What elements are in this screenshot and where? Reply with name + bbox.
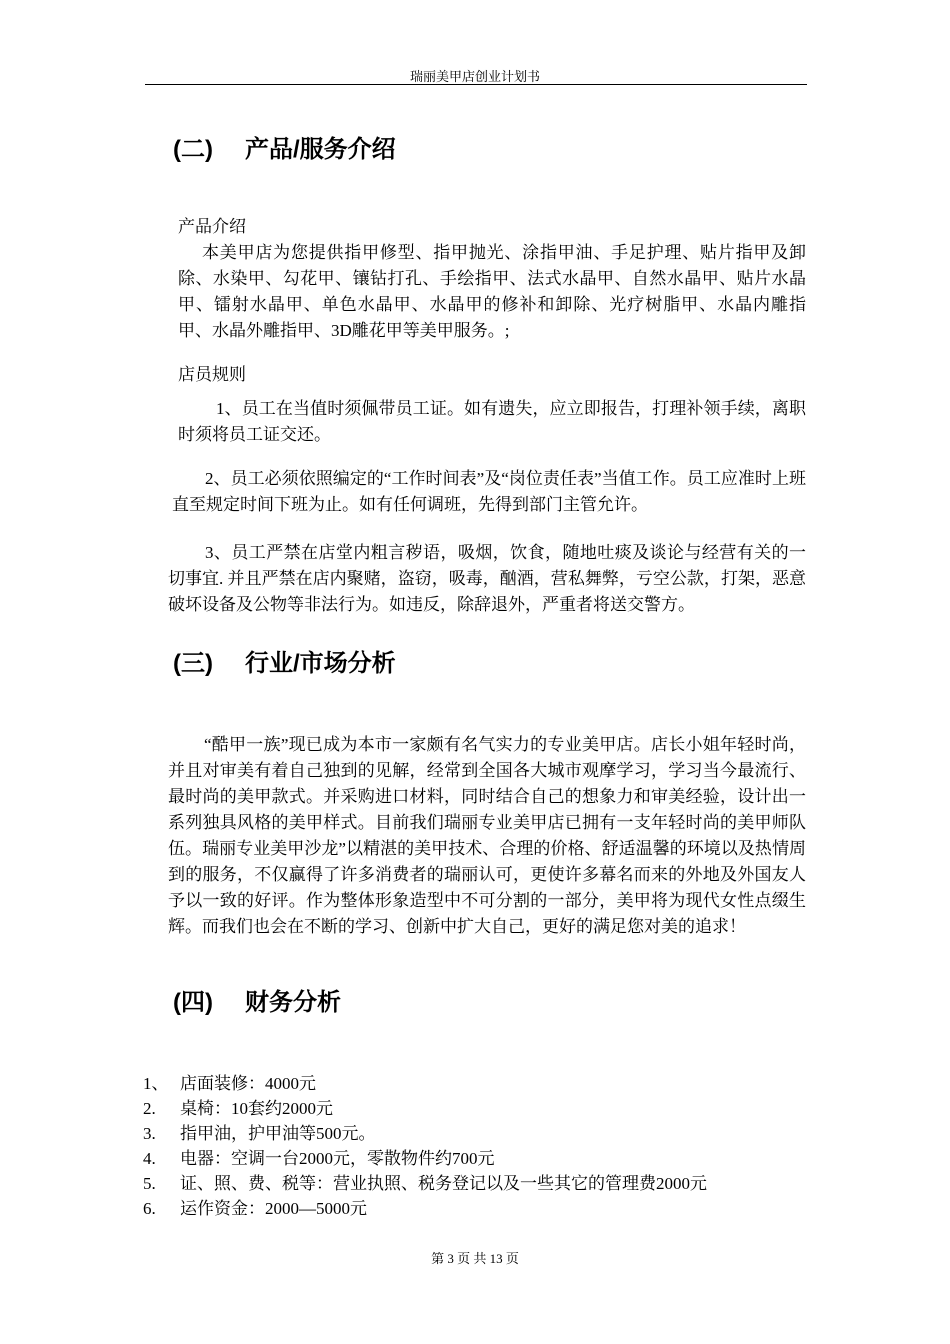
section-title: 行业/市场分析: [245, 650, 396, 677]
list-text: 店面装修：4000元: [180, 1074, 316, 1093]
list-item: [143, 1096, 707, 1121]
section-heading-finance: [173, 989, 341, 1017]
section-title: 产品/服务介绍: [245, 136, 396, 163]
section-heading-products: [173, 136, 396, 164]
list-item: [143, 1171, 707, 1196]
header-divider: [145, 84, 807, 85]
list-index: 4.: [143, 1149, 156, 1168]
finance-list: [143, 1071, 707, 1221]
list-item: [143, 1121, 707, 1146]
list-text: 电器：空调一台2000元，零散物件约700元: [180, 1149, 495, 1168]
list-text: 运作资金：2000—5000元: [180, 1199, 367, 1218]
page-footer: 第 3 页 共 13 页: [431, 1251, 519, 1266]
staff-rule-1: 1、员工在当值时须佩带员工证。如有遗失，应立即报告，打理补领手续，离职时须将员工证交还。: [178, 399, 806, 444]
staff-rule-2: 2、员工必须依照编定的“工作时间表”及“岗位责任表”当值工作。员工应准时上班直至规定时间下班为止。如有任何调班，先得到部门主管允许。: [172, 469, 806, 514]
section-heading-market: [173, 650, 396, 678]
staff-rule-3: 3、员工严禁在店堂内粗言秽语，吸烟，饮食，随地吐痰及谈论与经营有关的一切事宜. 并且严禁在店内聚赌，盗窃，吸毒，酗酒，营私舞弊，亏空公款，打架，恶意破坏设备及公物等非法行为。如违反，除辞退外，严重者将送交警方。: [168, 543, 806, 614]
list-item: [143, 1071, 707, 1096]
page-header: 瑞丽美甲店创业计划书: [409, 69, 540, 84]
list-index: 5.: [143, 1174, 156, 1193]
list-index: 2.: [143, 1099, 156, 1118]
list-item: [143, 1146, 707, 1171]
list-index: 3.: [143, 1124, 156, 1143]
list-index: 6.: [143, 1199, 156, 1218]
section-number: (二): [173, 136, 213, 163]
section-number: (四): [173, 989, 213, 1016]
product-intro-paragraph: 本美甲店为您提供指甲修型、指甲抛光、涂指甲油、手足护理、贴片指甲及卸除、水染甲、勾花甲、镶钻打孔、手绘指甲、法式水晶甲、自然水晶甲、贴片水晶甲、镭射水晶甲、单色水晶甲、水晶甲的修补和卸除、光疗树脂甲、水晶内雕指甲、水晶外雕指甲、3D雕花甲等美甲服务。;: [178, 243, 806, 340]
market-analysis-paragraph: “酷甲一族”现已成为本市一家颇有名气实力的专业美甲店。店长小姐年轻时尚，并且对审美有着自己独到的见解，经常到全国各大城市观摩学习，学习当今最流行、最时尚的美甲款式。并采购进口材料，同时结合自己的想象力和审美经验，设计出一系列独具风格的美甲样式。目前我们瑞丽专业美甲店已拥有一支年轻时尚的美甲师队伍。瑞丽专业美甲沙龙”以精湛的美甲技术、合理的价格、舒适温馨的环境以及热情周到的服务，不仅赢得了许多消费者的瑞丽认可，更使许多幕名而来的外地及外国友人予以一致的好评。作为整体形象造型中不可分割的一部分，美甲将为现代女性点缀生辉。而我们也会在不断的学习、创新中扩大自己，更好的满足您对美的追求！: [168, 735, 806, 936]
section-title: 财务分析: [245, 989, 341, 1016]
product-intro-label: 产品介绍: [178, 217, 246, 236]
list-text: 证、照、费、税等：营业执照、税务登记以及一些其它的管理费2000元: [180, 1174, 707, 1193]
list-text: 桌椅：10套约2000元: [180, 1099, 333, 1118]
section-number: (三): [173, 650, 213, 677]
list-index: 1、: [143, 1074, 169, 1093]
staff-rules-label: 店员规则: [178, 365, 246, 384]
list-item: [143, 1196, 707, 1221]
list-text: 指甲油，护甲油等500元。: [180, 1124, 376, 1143]
